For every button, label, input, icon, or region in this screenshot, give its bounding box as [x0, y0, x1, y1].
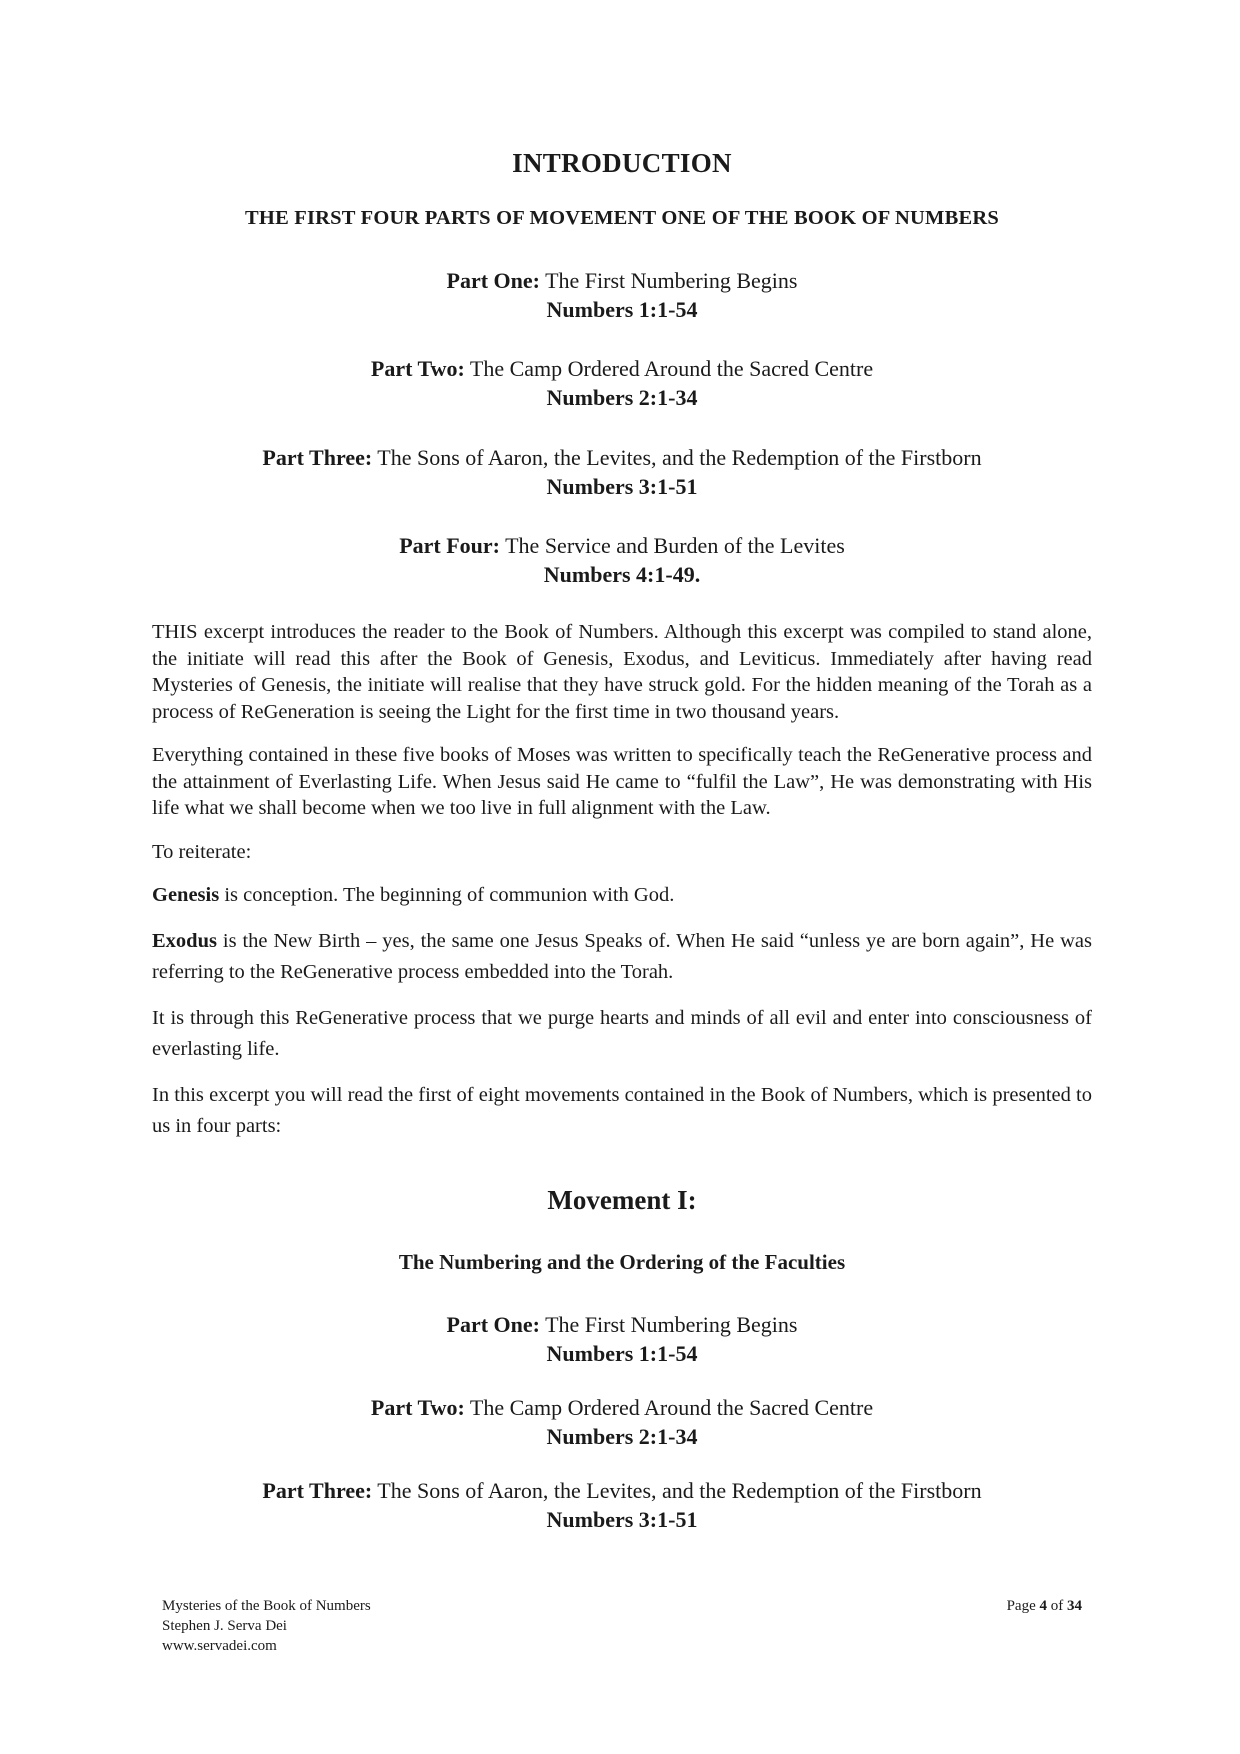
scripture-reference: Numbers 1:1-54	[546, 297, 698, 322]
paragraph-exodus	[152, 926, 1092, 988]
part-label: Part One:	[446, 1312, 540, 1337]
introduction-heading: INTRODUCTION	[512, 148, 732, 178]
page-of: of	[1047, 1598, 1067, 1614]
scripture-reference: Numbers 4:1-49.	[543, 562, 701, 587]
movement-part-two	[152, 1393, 1092, 1451]
paragraph-excerpt-intro: THIS excerpt introduces the reader to the Book of Numbers. Although this excerpt was compiled to stand alone, the initiate will read this after the Book of Genesis, Exodus, and Leviticus. Immediately after having read Mysteries of Genesis, the initiate will realise that they have struck gold. For the hidden meaning of the Torah as a process of ReGeneration is seeing the Light for the first time in two thousand years.	[152, 621, 1092, 723]
genesis-term: Genesis	[152, 884, 220, 906]
part-title: The Service and Burden of the Levites	[500, 533, 845, 558]
document-page	[152, 0, 1092, 1754]
footer-credits	[162, 1596, 371, 1656]
movement-subheading: The Numbering and the Ordering of the Faculties	[398, 1250, 846, 1274]
paragraph-genesis	[152, 882, 1092, 909]
intro-part-four	[152, 531, 1092, 589]
page-total: 34	[1067, 1598, 1082, 1614]
page-number	[1007, 1596, 1082, 1616]
footer-website: www.servadei.com	[162, 1638, 277, 1654]
scripture-reference: Numbers 2:1-34	[546, 1424, 698, 1449]
part-title: The Camp Ordered Around the Sacred Centre	[464, 1395, 874, 1420]
genesis-description: is conception. The beginning of communion with God.	[219, 884, 675, 906]
paragraph-five-books: Everything contained in these five books of Moses was written to specifically teach the ReGenerative process and the attainment of Everlasting Life. When Jesus said He came to “fulfil the Law”, He was demonstrating with His life what we shall become when we too live in full alignment with the Law.	[152, 744, 1092, 819]
intro-part-one	[152, 266, 1092, 324]
scripture-reference: Numbers 3:1-51	[546, 474, 698, 499]
scripture-reference: Numbers 3:1-51	[546, 1507, 698, 1532]
page-current: 4	[1039, 1598, 1047, 1614]
body-text	[152, 619, 1092, 1157]
scripture-reference: Numbers 2:1-34	[546, 385, 698, 410]
intro-part-three	[152, 443, 1092, 501]
intro-part-two	[152, 354, 1092, 412]
part-label: Part Two:	[370, 1395, 465, 1420]
part-label: Part Three:	[262, 1478, 373, 1503]
exodus-description: is the New Birth – yes, the same one Jesus Speaks of. When He said “unless ye are born again”, He was referring to the ReGenerative process embedded into the Torah.	[152, 929, 1092, 983]
paragraph-reiterate: To reiterate:	[152, 840, 252, 863]
part-title: The First Numbering Begins	[540, 268, 798, 293]
movement-heading: Movement I:	[547, 1185, 697, 1215]
part-label: Part Two:	[370, 356, 465, 381]
paragraph-eight-movements: In this excerpt you will read the first of eight movements contained in the Book of Numbers, which is presented to us in four parts:	[152, 1083, 1092, 1137]
introduction-subheading: THE FIRST FOUR PARTS OF MOVEMENT ONE OF THE BOOK OF NUMBERS	[245, 207, 999, 229]
scripture-reference: Numbers 1:1-54	[546, 1341, 698, 1366]
movement-part-three	[152, 1476, 1092, 1534]
part-label: Part Three:	[262, 445, 373, 470]
page-prefix: Page	[1006, 1598, 1040, 1614]
paragraph-regenerative-process: It is through this ReGenerative process that we purge hearts and minds of all evil and enter into consciousness of everlasting life.	[152, 1006, 1092, 1060]
part-title: The First Numbering Begins	[540, 1312, 798, 1337]
footer-author: Stephen J. Serva Dei	[162, 1618, 287, 1634]
exodus-term: Exodus	[152, 929, 217, 952]
part-title: The Camp Ordered Around the Sacred Centre	[464, 356, 874, 381]
part-label: Part Four:	[399, 533, 501, 558]
part-label: Part One:	[446, 268, 540, 293]
part-title: The Sons of Aaron, the Levites, and the Redemption of the Firstborn	[372, 445, 982, 470]
footer-book-title: Mysteries of the Book of Numbers	[162, 1598, 371, 1614]
movement-part-one	[152, 1310, 1092, 1368]
part-title: The Sons of Aaron, the Levites, and the Redemption of the Firstborn	[372, 1478, 982, 1503]
